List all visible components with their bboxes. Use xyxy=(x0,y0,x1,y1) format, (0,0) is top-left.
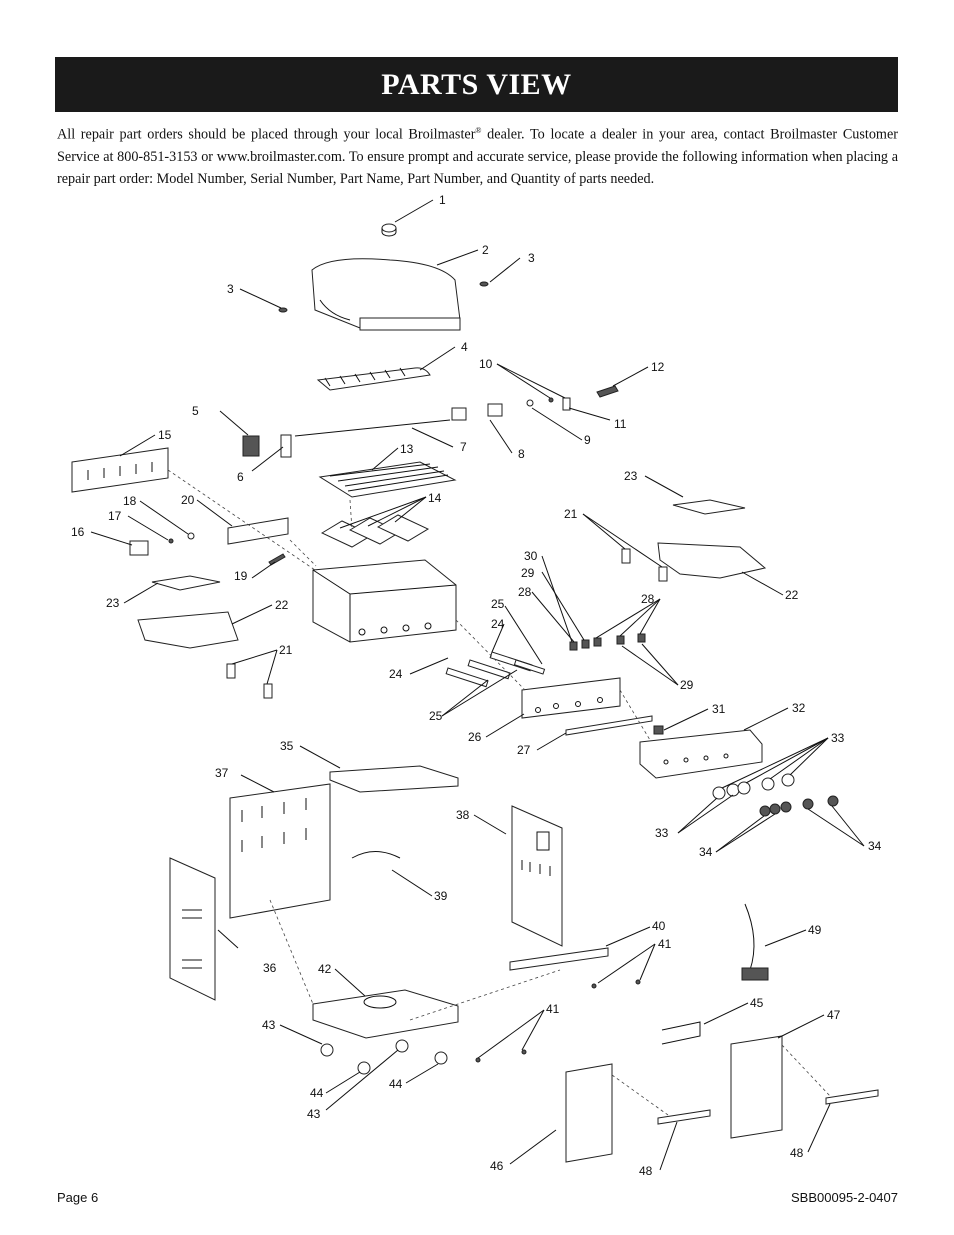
part-38-door xyxy=(512,806,562,946)
callout-37: 37 xyxy=(215,766,229,780)
intro-text-2: dealer. To locate a dealer in your area, contact Broilmaster Customer Service at 800-851-3153 or www.broilmaster.com. To ensure prompt and accurate service, please provide the following information when placing a repair part order: Model Number, Serial Number, Part Name, Part Number, and Quantity of parts needed. xyxy=(57,126,898,187)
part-46-door-left xyxy=(566,1064,612,1162)
part-31-ignitor-module xyxy=(654,726,663,734)
callout-10: 10 xyxy=(479,357,493,371)
firebox xyxy=(313,560,456,642)
callout-3-right: 3 xyxy=(528,251,535,265)
callout-19: 19 xyxy=(234,569,248,583)
callout-32: 32 xyxy=(792,701,806,715)
callout-9: 9 xyxy=(584,433,591,447)
part-24-25-burners xyxy=(446,652,544,687)
part-48-handle-left xyxy=(658,1110,710,1124)
callout-48-right: 48 xyxy=(790,1146,804,1160)
part-12-handle xyxy=(597,386,618,397)
part-14-flavor-plates xyxy=(322,515,428,547)
callout-23-right: 23 xyxy=(624,469,638,483)
callout-4: 4 xyxy=(461,340,468,354)
callout-21-right: 21 xyxy=(564,507,578,521)
part-42-base xyxy=(313,990,458,1038)
part-8-fork-a xyxy=(452,408,466,420)
part-43-44-casters xyxy=(321,1040,447,1074)
callout-28-right: 28 xyxy=(641,592,655,606)
callout-15: 15 xyxy=(158,428,172,442)
callout-42: 42 xyxy=(318,962,332,976)
part-21-clip-d xyxy=(264,684,272,698)
callout-43-lower: 43 xyxy=(307,1107,321,1121)
intro-text-1: All repair part orders should be placed through your local Broilmaster xyxy=(57,126,476,143)
callout-47: 47 xyxy=(827,1008,841,1022)
part-3-pin-left xyxy=(279,308,287,312)
part-16-plate xyxy=(130,541,148,555)
page-title: PARTS VIEW xyxy=(381,67,572,101)
part-41-screw-a xyxy=(592,984,596,988)
part-22-shelf-left xyxy=(138,612,238,648)
page-number: Page 6 xyxy=(57,1190,99,1205)
callout-35: 35 xyxy=(280,739,294,753)
callout-13: 13 xyxy=(400,442,414,456)
part-8-fork-b xyxy=(488,404,502,416)
callout-24-upper: 24 xyxy=(491,617,505,631)
part-48-handle-right xyxy=(826,1090,878,1104)
callout-30: 30 xyxy=(524,549,538,563)
registered-mark: ® xyxy=(475,126,482,135)
part-27-manifold xyxy=(566,716,652,735)
callout-46: 46 xyxy=(490,1159,504,1173)
callout-43-upper: 43 xyxy=(262,1018,276,1032)
leader-lines xyxy=(91,200,864,1170)
callout-8: 8 xyxy=(518,447,525,461)
callout-12: 12 xyxy=(651,360,665,374)
callout-48-left: 48 xyxy=(639,1164,653,1178)
callout-18: 18 xyxy=(123,494,137,508)
callout-40: 40 xyxy=(652,919,666,933)
callout-34-right: 34 xyxy=(868,839,882,853)
part-10-screw xyxy=(549,398,553,402)
callout-3-left: 3 xyxy=(227,282,234,296)
callout-41-lower: 41 xyxy=(546,1002,560,1016)
callout-29-left: 29 xyxy=(521,566,535,580)
part-49-regulator-hose xyxy=(742,904,768,980)
callout-38: 38 xyxy=(456,808,470,822)
callout-33-right: 33 xyxy=(831,731,845,745)
callout-16: 16 xyxy=(71,525,85,539)
part-19-ignitor xyxy=(269,554,285,565)
part-21-clip-a xyxy=(622,549,630,563)
part-2-lid xyxy=(312,259,460,330)
callout-25-lower: 25 xyxy=(429,709,443,723)
part-39-spring xyxy=(352,852,400,859)
callout-44-right: 44 xyxy=(389,1077,403,1091)
callout-44-left: 44 xyxy=(310,1086,324,1100)
callout-21-left: 21 xyxy=(279,643,293,657)
part-41-screw-d xyxy=(522,1050,526,1054)
part-1-knob xyxy=(382,224,396,236)
part-5-motor xyxy=(243,436,259,456)
callout-24-lower: 24 xyxy=(389,667,403,681)
part-23-insert-left xyxy=(152,576,220,590)
callout-28-left: 28 xyxy=(518,585,532,599)
callout-39: 39 xyxy=(434,889,448,903)
callout-34-left: 34 xyxy=(699,845,713,859)
part-37-back-panel xyxy=(230,784,330,918)
callout-36: 36 xyxy=(263,961,277,975)
part-9-collar xyxy=(527,400,533,406)
part-6-bracket xyxy=(281,435,291,457)
part-18-washer xyxy=(188,533,194,539)
part-26-valve-panel xyxy=(522,678,620,718)
part-4-warming-rack xyxy=(318,368,430,390)
part-36-side-panel xyxy=(170,858,215,1000)
part-33-34-knobs xyxy=(713,774,838,816)
callout-20: 20 xyxy=(181,493,195,507)
callout-1: 1 xyxy=(439,193,446,207)
part-41-screw-c xyxy=(476,1058,480,1062)
callout-11: 11 xyxy=(614,417,627,431)
callout-26: 26 xyxy=(468,730,482,744)
callout-33-left: 33 xyxy=(655,826,669,840)
part-3-pin-right xyxy=(480,282,488,286)
part-41-screw-b xyxy=(636,980,640,984)
part-7-spit-rod xyxy=(295,420,450,436)
callout-29-right: 29 xyxy=(680,678,694,692)
part-21-clip-c xyxy=(227,664,235,678)
part-23-insert-right xyxy=(673,500,745,514)
callout-22-right: 22 xyxy=(785,588,799,602)
callout-25-upper: 25 xyxy=(491,597,505,611)
callout-45: 45 xyxy=(750,996,764,1010)
callout-17: 17 xyxy=(108,509,122,523)
callout-31: 31 xyxy=(712,702,726,716)
document-number: SBB00095-2-0407 xyxy=(791,1190,898,1205)
part-17-screw xyxy=(169,539,173,543)
callout-6: 6 xyxy=(237,470,244,484)
part-32-control-panel xyxy=(640,730,762,778)
part-47-door-right xyxy=(731,1036,782,1138)
callout-23-left: 23 xyxy=(106,596,120,610)
part-15-rear-panel xyxy=(72,448,168,492)
callout-7: 7 xyxy=(460,440,467,454)
part-21-clip-b xyxy=(659,567,667,581)
callout-49: 49 xyxy=(808,923,822,937)
callout-2: 2 xyxy=(482,243,489,257)
callout-labels xyxy=(71,193,882,1178)
callout-41-upper: 41 xyxy=(658,937,672,951)
part-22-shelf-right xyxy=(658,543,765,578)
callout-5: 5 xyxy=(192,404,199,418)
callout-14: 14 xyxy=(428,491,442,505)
callout-27: 27 xyxy=(517,743,531,757)
callout-22-left: 22 xyxy=(275,598,289,612)
part-40-bar xyxy=(510,948,608,970)
part-35-tray xyxy=(330,766,458,792)
part-45-handle-bracket xyxy=(662,1022,700,1044)
